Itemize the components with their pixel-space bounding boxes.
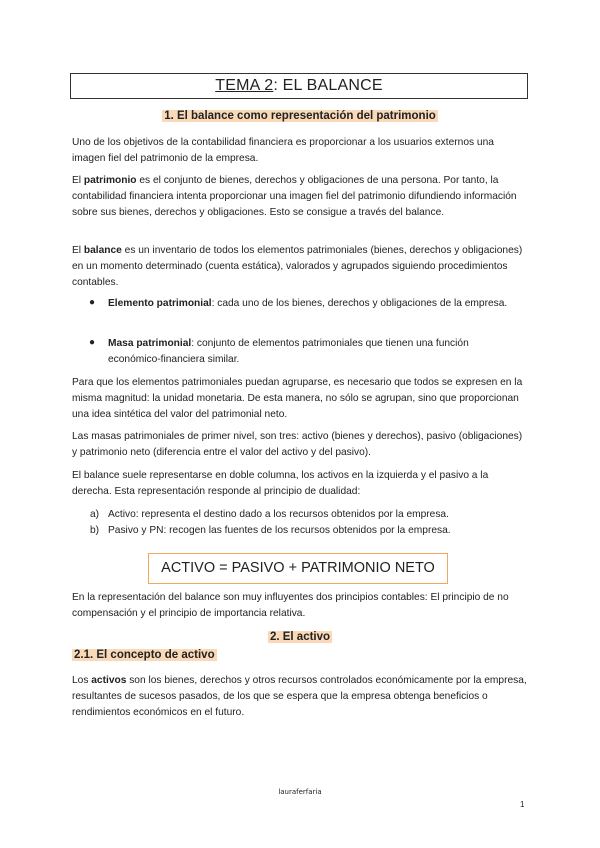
paragraph-principios: En la representación del balance son muy influyentes dos principios contables: El principio de no compensación y el principio de importancia relativa. — [72, 592, 509, 619]
enum-marker: b) — [90, 525, 100, 536]
title-topic: TEMA 2 — [215, 77, 274, 94]
section-2-1-heading: 2.1. El concepto de activo — [74, 649, 215, 661]
paragraph-masas: Las masas patrimoniales de primer nivel, son tres: activo (bienes y derechos), pasivo (obligaciones) y patrimonio neto (diferencia entre el valor del activo y del pasivo). — [72, 431, 523, 458]
bullet-icon: ● — [89, 337, 96, 348]
term-patrimonio: patrimonio — [83, 175, 137, 186]
enum-item-activo: Activo: representa el destino dado a los recursos obtenidos por la empresa. — [108, 509, 449, 520]
paragraph-patrimonio: El patrimonio es el conjunto de bienes, derechos y obligaciones de una persona. Por tanto, la contabilidad financiera intenta proporcionar una imagen fiel del patrimonio difundiendo información sobre sus bienes, derechos y obligaciones. Esto se consigue a través del balance. — [72, 175, 517, 218]
section-1-heading: 1. El balance como representación del patrimonio — [164, 110, 436, 122]
paragraph-unidad-monetaria: Para que los elementos patrimoniales puedan agruparse, es necesario que todos se expresen en la misma magnitud: la unidad monetaria. De esta manera, no sólo se agrupan, sino que proporcionan una idea sintética del valor del patrimonial neto. — [72, 377, 523, 420]
footer-author: lauraferfaria — [278, 788, 322, 796]
document-title — [70, 73, 528, 99]
bullet-masa-patrimonial: Masa patrimonial: conjunto de elementos patrimoniales que tienen una función económico-financiera similar. — [108, 338, 469, 365]
accounting-equation: ACTIVO = PASIVO + PATRIMONIO NETO — [148, 553, 448, 584]
paragraph-activos: Los activos son los bienes, derechos y otros recursos controlados económicamente por la empresa, resultantes de sucesos pasados, de los que se espera que la empresa obtenga beneficios o rendimientos económicos en el futuro. — [72, 675, 527, 718]
paragraph-balance: El balance es un inventario de todos los elementos patrimoniales (bienes, derechos y obligaciones) en un momento determinado (cuenta estática), valorados y agrupados siguiendo procedimientos contables. — [72, 245, 523, 288]
bullet-elemento-patrimonial: Elemento patrimonial: cada uno de los bienes, derechos y obligaciones de la empresa. — [108, 298, 508, 309]
title-rest: : EL BALANCE — [273, 77, 383, 94]
paragraph-intro: Uno de los objetivos de la contabilidad financiera es proporcionar a los usuarios externos una imagen fiel del patrimonio de la empresa. — [72, 137, 494, 164]
term-balance: balance — [83, 245, 122, 256]
enum-item-pasivo: Pasivo y PN: recogen las fuentes de los recursos obtenidos por la empresa. — [108, 525, 451, 536]
enum-marker: a) — [90, 509, 100, 520]
section-2-heading: 2. El activo — [269, 631, 331, 643]
term-activos: activos — [91, 675, 127, 686]
bullet-icon: ● — [89, 297, 96, 308]
paragraph-doble-columna: El balance suele representarse en doble columna, los activos en la izquierda y el pasivo a la derecha. Esta representación responde al principio de dualidad: — [72, 470, 489, 497]
page-number: 1 — [520, 800, 525, 809]
